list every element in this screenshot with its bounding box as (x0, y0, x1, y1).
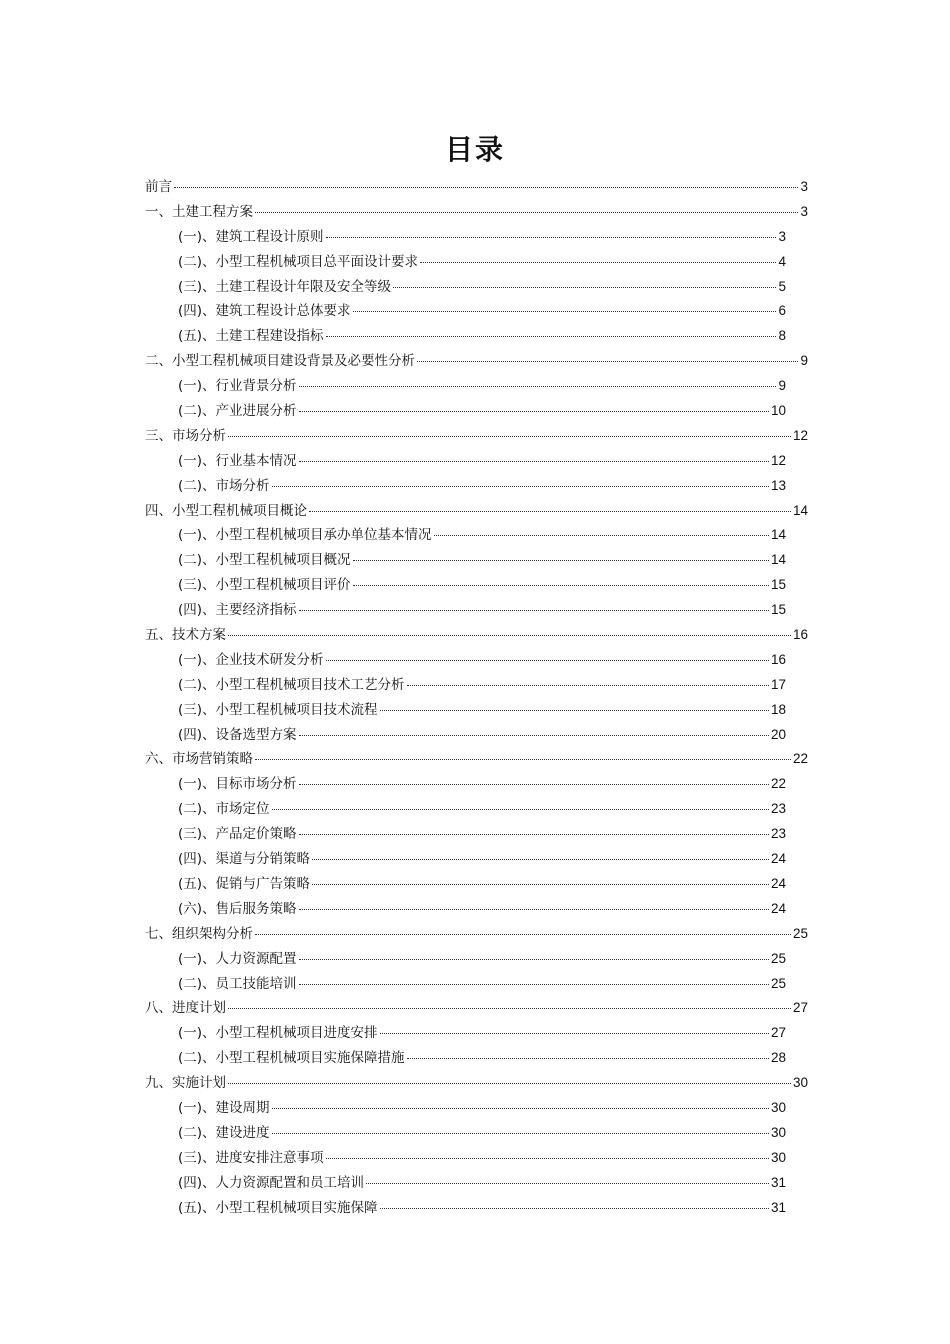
toc-entry[interactable] (145, 523, 808, 548)
toc-dot-leader (353, 585, 769, 586)
toc-entry-text: (四)、设备选型方案 (178, 726, 297, 743)
toc-entry-text: (三)、进度安排注意事项 (178, 1149, 324, 1166)
toc-entry-text: (二)、小型工程机械项目概况 (178, 552, 351, 569)
toc-dot-leader (380, 1033, 769, 1034)
toc-page-number: 14 (770, 527, 786, 543)
toc-entry[interactable] (145, 349, 808, 374)
toc-page-number: 30 (792, 1075, 808, 1091)
toc-dot-leader (380, 710, 769, 711)
toc-page-number: 30 (770, 1099, 786, 1115)
toc-dot-leader (407, 685, 769, 686)
toc-entry[interactable] (145, 623, 808, 648)
toc-entry[interactable] (145, 225, 808, 250)
toc-dot-leader (299, 461, 769, 462)
toc-page-number: 28 (770, 1050, 786, 1066)
toc-entry[interactable] (145, 1146, 808, 1171)
toc-dot-leader (366, 1183, 769, 1184)
toc-entry[interactable] (145, 872, 808, 897)
toc-entry-text: (六)、售后服务策略 (178, 900, 297, 917)
toc-dot-leader (299, 411, 769, 412)
toc-dot-leader (380, 1208, 769, 1209)
toc-entry[interactable] (145, 847, 808, 872)
toc-entry[interactable] (145, 424, 808, 449)
toc-entry[interactable] (145, 250, 808, 275)
toc-entry-text: (二)、产业进展分析 (178, 403, 297, 420)
toc-entry[interactable] (145, 1196, 808, 1221)
toc-entry[interactable] (145, 772, 808, 797)
toc-entry-text: (一)、人力资源配置 (178, 950, 297, 967)
toc-entry-text: (三)、小型工程机械项目技术流程 (178, 701, 378, 718)
toc-dot-leader (326, 660, 769, 661)
toc-entry[interactable] (145, 897, 808, 922)
toc-entry[interactable] (145, 449, 808, 474)
toc-page-number: 3 (800, 179, 808, 194)
toc-entry-text: (四)、人力资源配置和员工培训 (178, 1174, 365, 1191)
toc-entry-text: (三)、土建工程设计年限及安全等级 (178, 278, 392, 295)
toc-entry-text: (一)、建筑工程设计原则 (178, 228, 324, 245)
toc-page-number: 16 (770, 651, 786, 667)
toc-entry[interactable] (145, 1021, 808, 1046)
toc-dot-leader (272, 486, 769, 487)
toc-entry[interactable] (145, 374, 808, 399)
toc-entry-text: 六、市场营销策略 (145, 751, 253, 768)
toc-entry[interactable] (145, 324, 808, 349)
toc-page-number: 23 (770, 826, 786, 842)
toc-entry[interactable] (145, 822, 808, 847)
toc-entry-text: (四)、渠道与分销策略 (178, 851, 311, 868)
toc-page-number: 14 (770, 552, 786, 568)
toc-dot-leader (353, 311, 777, 312)
toc-dot-leader (299, 784, 769, 785)
toc-entry-text: 九、实施计划 (145, 1075, 226, 1092)
toc-page-number: 30 (770, 1149, 786, 1165)
toc-entry[interactable] (145, 648, 808, 673)
toc-page-number: 5 (778, 278, 786, 294)
toc-page-number: 9 (800, 353, 808, 369)
toc-entry[interactable] (145, 922, 808, 947)
toc-entry-text: (二)、小型工程机械项目技术工艺分析 (178, 676, 405, 693)
toc-entry-text: (五)、促销与广告策略 (178, 875, 311, 892)
toc-entry[interactable] (145, 175, 808, 200)
toc-entry-text: (一)、行业背景分析 (178, 378, 297, 395)
toc-entry[interactable] (145, 947, 808, 972)
toc-page-number: 12 (792, 427, 808, 443)
toc-dot-leader (255, 212, 798, 213)
toc-page-number: 3 (778, 228, 786, 244)
toc-dot-leader (299, 909, 769, 910)
toc-dot-leader (299, 834, 769, 835)
toc-entry-text: 二、小型工程机械项目建设背景及必要性分析 (145, 353, 415, 370)
toc-page-number: 17 (770, 676, 786, 692)
toc-page-number: 16 (792, 627, 808, 643)
toc-dot-leader (407, 1058, 769, 1059)
toc-dot-leader (272, 809, 769, 810)
toc-dot-leader (420, 262, 776, 263)
toc-dot-leader (228, 1083, 791, 1084)
toc-dot-leader (228, 1008, 791, 1009)
toc-entry[interactable] (145, 972, 808, 997)
toc-entry-text: (一)、企业技术研发分析 (178, 651, 324, 668)
toc-dot-leader (299, 984, 769, 985)
toc-dot-leader (309, 511, 791, 512)
toc-entry-text: 八、进度计划 (145, 1000, 226, 1017)
toc-dot-leader (353, 560, 769, 561)
toc-entry-text: (二)、员工技能培训 (178, 975, 297, 992)
toc-dot-leader (299, 386, 777, 387)
toc-entry[interactable] (145, 1071, 808, 1096)
toc-entry-text: 七、组织架构分析 (145, 925, 253, 942)
toc-dot-leader (326, 237, 777, 238)
toc-entry[interactable] (145, 598, 808, 623)
toc-page-number: 27 (792, 1000, 808, 1016)
toc-entry-text: (三)、小型工程机械项目评价 (178, 577, 351, 594)
toc-entry[interactable] (145, 1046, 808, 1071)
toc-entry[interactable] (145, 299, 808, 324)
toc-page-number: 25 (770, 950, 786, 966)
toc-entry-text: (五)、小型工程机械项目实施保障 (178, 1199, 378, 1216)
toc-page-number: 9 (778, 378, 786, 394)
toc-entry-text: (一)、建设周期 (178, 1099, 270, 1116)
toc-page-number: 27 (770, 1025, 786, 1041)
toc-dot-leader (174, 187, 798, 188)
toc-entry-text: (四)、建筑工程设计总体要求 (178, 303, 351, 320)
toc-entry[interactable] (145, 499, 808, 524)
toc-entry-text: (三)、产品定价策略 (178, 826, 297, 843)
toc-dot-leader (272, 1108, 769, 1109)
toc-entry[interactable] (145, 723, 808, 748)
toc-entry-text: (五)、土建工程建设指标 (178, 328, 324, 345)
toc-entry-text: (二)、小型工程机械项目实施保障措施 (178, 1050, 405, 1067)
toc-page-number: 23 (770, 801, 786, 817)
toc-page-number: 4 (778, 253, 786, 269)
toc-dot-leader (326, 336, 777, 337)
toc-list (145, 175, 808, 1220)
toc-page-number: 24 (770, 875, 786, 891)
toc-entry-text: (一)、行业基本情况 (178, 452, 297, 469)
toc-dot-leader (299, 735, 769, 736)
toc-page-number: 22 (770, 776, 786, 792)
toc-page-number: 8 (778, 328, 786, 344)
toc-page-number: 24 (770, 851, 786, 867)
toc-entry[interactable] (145, 797, 808, 822)
toc-page-number: 25 (770, 975, 786, 991)
toc-page-number: 22 (792, 751, 808, 767)
toc-entry-text: (二)、小型工程机械项目总平面设计要求 (178, 253, 419, 270)
toc-page-number: 15 (770, 602, 786, 618)
toc-entry[interactable] (145, 548, 808, 573)
toc-dot-leader (312, 884, 769, 885)
toc-entry-text: 五、技术方案 (145, 627, 226, 644)
toc-dot-leader (299, 959, 769, 960)
toc-page-number: 20 (770, 726, 786, 742)
toc-page-number: 14 (792, 502, 808, 518)
toc-dot-leader (312, 859, 769, 860)
toc-entry[interactable] (145, 1171, 808, 1196)
toc-dot-leader (255, 934, 791, 935)
toc-entry-text: 三、市场分析 (145, 427, 226, 444)
toc-title: 目录 (444, 133, 505, 166)
toc-dot-leader (326, 1158, 769, 1159)
toc-dot-leader (434, 535, 769, 536)
toc-page-number: 25 (792, 925, 808, 941)
toc-dot-leader (228, 635, 791, 636)
toc-page-number: 30 (770, 1124, 786, 1140)
toc-dot-leader (272, 1133, 769, 1134)
toc-entry[interactable] (145, 275, 808, 300)
toc-entry[interactable] (145, 399, 808, 424)
toc-page-number: 31 (770, 1199, 786, 1215)
toc-entry[interactable] (145, 698, 808, 723)
toc-entry[interactable] (145, 673, 808, 698)
toc-entry-text: (一)、小型工程机械项目承办单位基本情况 (178, 527, 432, 544)
toc-dot-leader (393, 287, 776, 288)
toc-entry[interactable] (145, 200, 808, 225)
toc-page-number: 24 (770, 900, 786, 916)
toc-dot-leader (228, 436, 791, 437)
toc-page-number: 6 (778, 303, 786, 319)
toc-page-number: 18 (770, 701, 786, 717)
toc-entry-text: (一)、目标市场分析 (178, 776, 297, 793)
toc-entry[interactable] (145, 996, 808, 1021)
toc-entry-text: 四、小型工程机械项目概论 (145, 502, 307, 519)
toc-entry-text: (二)、建设进度 (178, 1124, 270, 1141)
toc-entry-text: (一)、小型工程机械项目进度安排 (178, 1025, 378, 1042)
toc-entry-text: 一、土建工程方案 (145, 203, 253, 220)
toc-entry[interactable] (145, 573, 808, 598)
toc-page-number: 12 (770, 452, 786, 468)
toc-page-number: 10 (770, 403, 786, 419)
toc-entry[interactable] (145, 1096, 808, 1121)
toc-entry-text: (四)、主要经济指标 (178, 602, 297, 619)
toc-page-number: 13 (770, 477, 786, 493)
toc-page-number: 31 (770, 1174, 786, 1190)
toc-entry-text: (二)、市场定位 (178, 801, 270, 818)
toc-dot-leader (417, 361, 798, 362)
toc-entry[interactable] (145, 747, 808, 772)
toc-entry[interactable] (145, 1121, 808, 1146)
toc-page-number: 3 (800, 203, 808, 219)
toc-entry-text: 前言 (145, 179, 172, 195)
toc-entry-text: (二)、市场分析 (178, 477, 270, 494)
toc-dot-leader (255, 759, 791, 760)
toc-entry[interactable] (145, 474, 808, 499)
toc-page-number: 15 (770, 577, 786, 593)
toc-dot-leader (299, 610, 769, 611)
